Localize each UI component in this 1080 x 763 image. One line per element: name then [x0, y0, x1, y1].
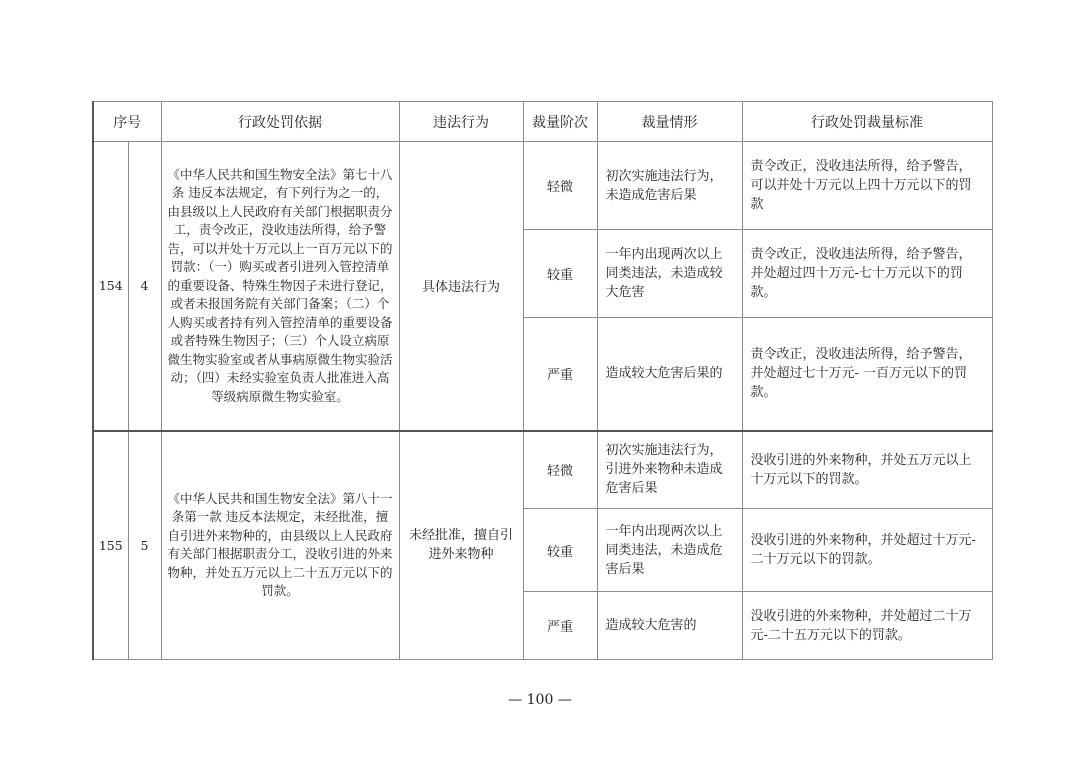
discretion-case: 造成较大危害后果的: [597, 318, 742, 431]
discretion-level: 轻微: [523, 142, 597, 230]
penalty-standard: 没收引进的外来物种，并处五万元以上十万元以下的罚款。: [742, 431, 992, 509]
penalty-basis: 《中华人民共和国生物安全法》第八十一条第一款 违反本法规定，未经批准，擅自引进外来物种的，由县级以上人民政府有关部门根据职责分工，没收引进的外来物种，并处五万元以上二十五万元以下的罚款。: [161, 431, 399, 660]
discretion-case: 初次实施违法行为，未造成危害后果: [597, 142, 742, 230]
penalty-discretion-table: [92, 101, 993, 660]
discretion-case: 一年内出现两次以上同类违法，未造成较大危害: [597, 230, 742, 318]
header-row: [93, 102, 992, 142]
discretion-case: 一年内出现两次以上同类违法，未造成危害后果: [597, 509, 742, 592]
penalty-basis: 《中华人民共和国生物安全法》第七十八条 违反本法规定，有下列行为之一的，由县级以上人民政府有关部门根据职责分工，责令改正，没收违法所得，给予警告，可以并处十万元以上一百万元以下的罚款：（一）购买或者引进列入管控清单的重要设备、特殊生物因子未进行登记，或者未报国务院有关部门备案；（二）个人购买或者持有列入管控清单的重要设备或者特殊生物因子；（三）个人设立病原微生物实验室或者从事病原微生物实验活动；（四）未经实验室负责人批准进入高等级病原微生物实验室。: [161, 142, 399, 431]
discretion-level: 轻微: [523, 431, 597, 509]
penalty-standard: 没收引进的外来物种，并处超过十万元-二十万元以下的罚款。: [742, 509, 992, 592]
penalty-standard: 责令改正，没收违法所得，给予警告，并处超过四十万元-七十万元以下的罚款。: [742, 230, 992, 318]
header-level: 裁量阶次: [523, 102, 597, 142]
table-row: [93, 431, 992, 509]
table-row: [93, 142, 992, 230]
row-sub-number: 5: [128, 431, 161, 660]
discretion-level: 严重: [523, 592, 597, 660]
header-serial: 序号: [93, 102, 161, 142]
penalty-standard: 责令改正，没收违法所得，给予警告，并处超过七十万元- 一百万元以下的罚款。: [742, 318, 992, 431]
violation-act: 未经批准，擅自引进外来物种: [399, 431, 523, 660]
page-number: — 100 —: [508, 692, 572, 708]
discretion-level: 较重: [523, 509, 597, 592]
header-act: 违法行为: [399, 102, 523, 142]
penalty-standard: 没收引进的外来物种，并处超过二十万元-二十五万元以下的罚款。: [742, 592, 992, 660]
header-standard: 行政处罚裁量标准: [742, 102, 992, 142]
violation-act: 具体违法行为: [399, 142, 523, 431]
header-basis: 行政处罚依据: [161, 102, 399, 142]
discretion-case: 造成较大危害的: [597, 592, 742, 660]
discretion-case: 初次实施违法行为，引进外来物种未造成危害后果: [597, 431, 742, 509]
row-sub-number: 4: [128, 142, 161, 431]
header-case: 裁量情形: [597, 102, 742, 142]
penalty-standard: 责令改正，没收违法所得，给予警告，可以并处十万元以上四十万元以下的罚款: [742, 142, 992, 230]
penalty-table-wrapper: [92, 101, 991, 660]
discretion-level: 严重: [523, 318, 597, 431]
row-number: 155: [93, 431, 128, 660]
discretion-level: 较重: [523, 230, 597, 318]
row-number: 154: [93, 142, 128, 431]
